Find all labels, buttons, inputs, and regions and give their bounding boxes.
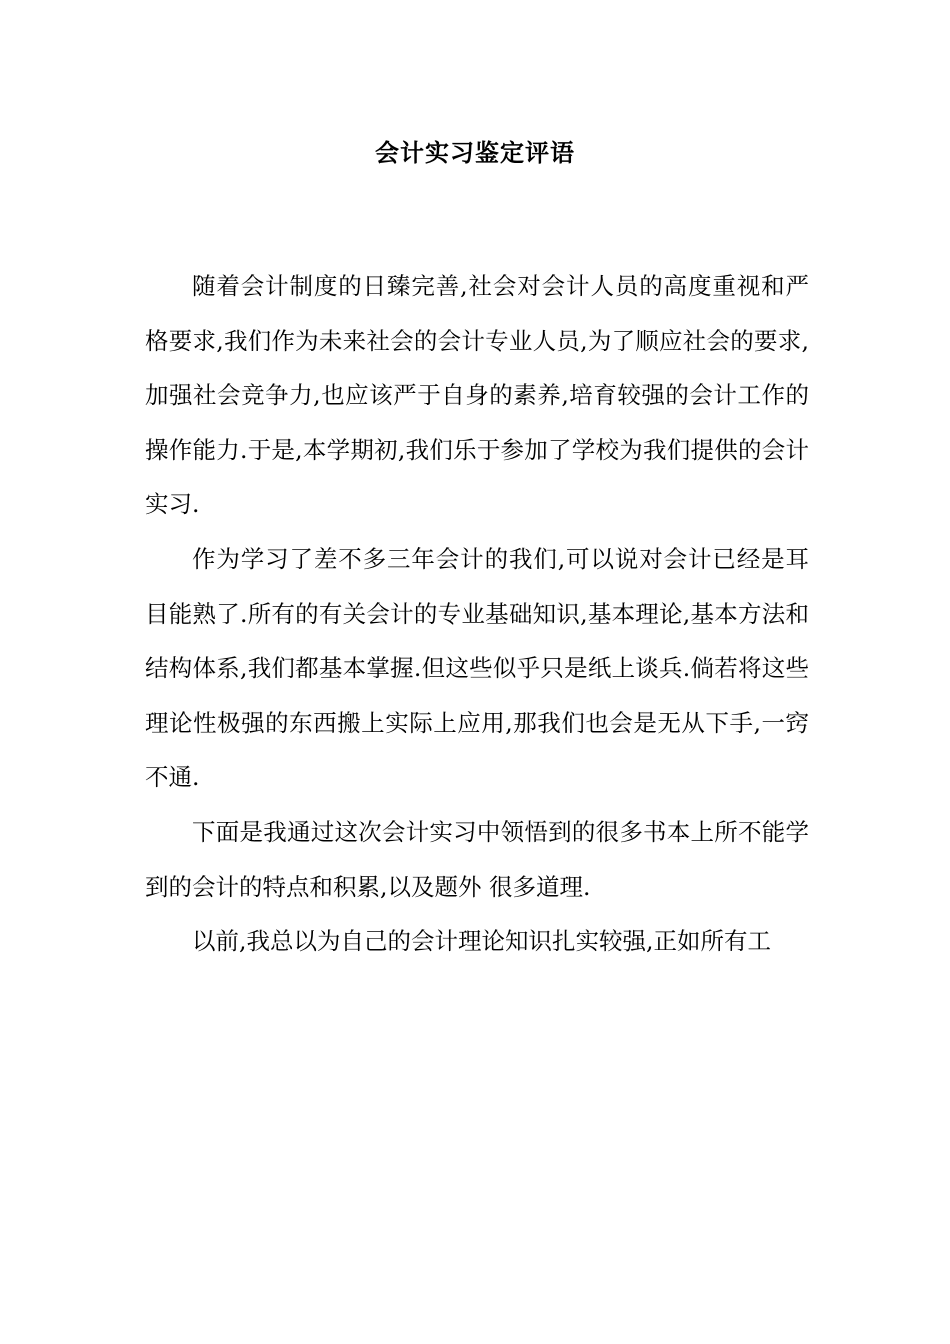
- document-body: [145, 259, 809, 969]
- document-title: 会计实习鉴定评语: [375, 138, 575, 167]
- paragraph: 下面是我通过这次会计实习中领悟到的很多书本上所不能学到的会计的特点和积累,以及题外 很多道理.: [145, 817, 809, 901]
- paragraph: 作为学习了差不多三年会计的我们,可以说对会计已经是耳目能熟了.所有的有关会计的专业基础知识,基本理论,基本方法和结构体系,我们都基本掌握.但这些似乎只是纸上谈兵.倘若将这些理论性极强的东西搬上实际上应用,那我们也会是无从下手,一窍不通.: [145, 544, 809, 792]
- paragraph: 以前,我总以为自己的会计理论知识扎实较强,正如所有工: [192, 927, 771, 956]
- paragraph: 随着会计制度的日臻完善,社会对会计人员的高度重视和严格要求,我们作为未来社会的会计专业人员,为了顺应社会的要求,加强社会竞争力,也应该严于自身的素养,培育较强的会计工作的操作能力.于是,本学期初,我们乐于参加了学校为我们提供的会计实习.: [145, 272, 809, 519]
